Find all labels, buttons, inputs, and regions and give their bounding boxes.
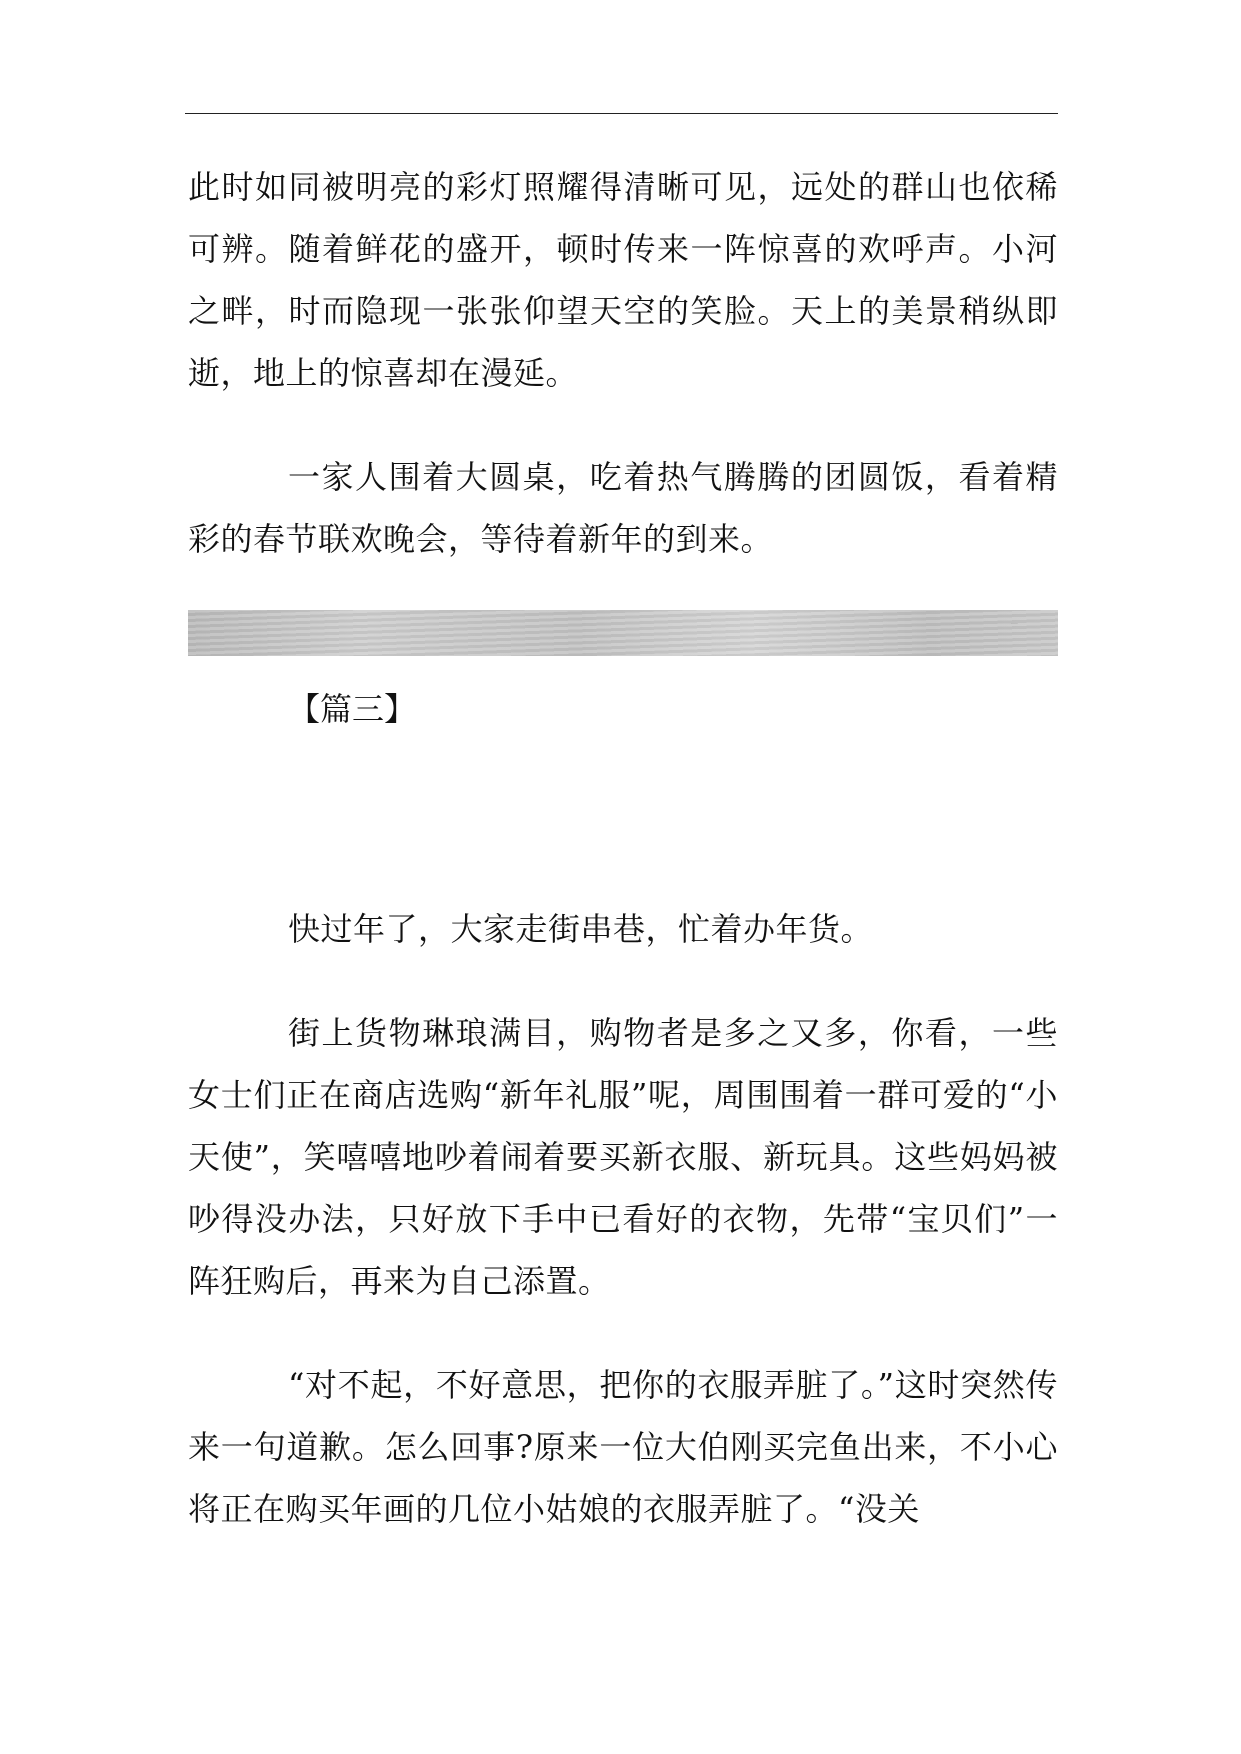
paragraph: “对不起，不好意思，把你的衣服弄脏了。”这时突然传来一句道歉。怎么回事?原来一位大伯刚买完鱼出来，不小心将正在购买年画的几位小姑娘的衣服弄脏了。“没关 [188,1366,1058,1528]
paragraph: 此时如同被明亮的彩灯照耀得清晰可见，远处的群山也依稀可辨。随着鲜花的盛开，顿时传来一阵惊喜的欢呼声。小河之畔，时而隐现一张张仰望天空的笑脸。天上的美景稍纵即逝，地上的惊喜却在漫延。 [188,168,1058,392]
paragraph: 街上货物琳琅满目，购物者是多之又多，你看，一些女士们正在商店选购“新年礼服”呢，周围围着一群可爱的“小天使”，笑嘻嘻地吵着闹着要买新衣服、新玩具。这些妈妈被吵得没办法，只好放下手中已看好的衣物，先带“宝贝们”一阵狂购后，再来为自己添置。 [188,1014,1058,1300]
section-title: 【篇三】 [288,690,417,728]
paragraph: 一家人围着大圆桌，吃着热气腾腾的团圆饭，看着精彩的春节联欢晚会，等待着新年的到来。 [188,458,1058,558]
paragraph: 快过年了，大家走街串巷，忙着办年货。 [288,910,874,948]
wood-divider-image [188,610,1058,656]
document-body [188,156,1058,1540]
header-rule [185,113,1058,114]
